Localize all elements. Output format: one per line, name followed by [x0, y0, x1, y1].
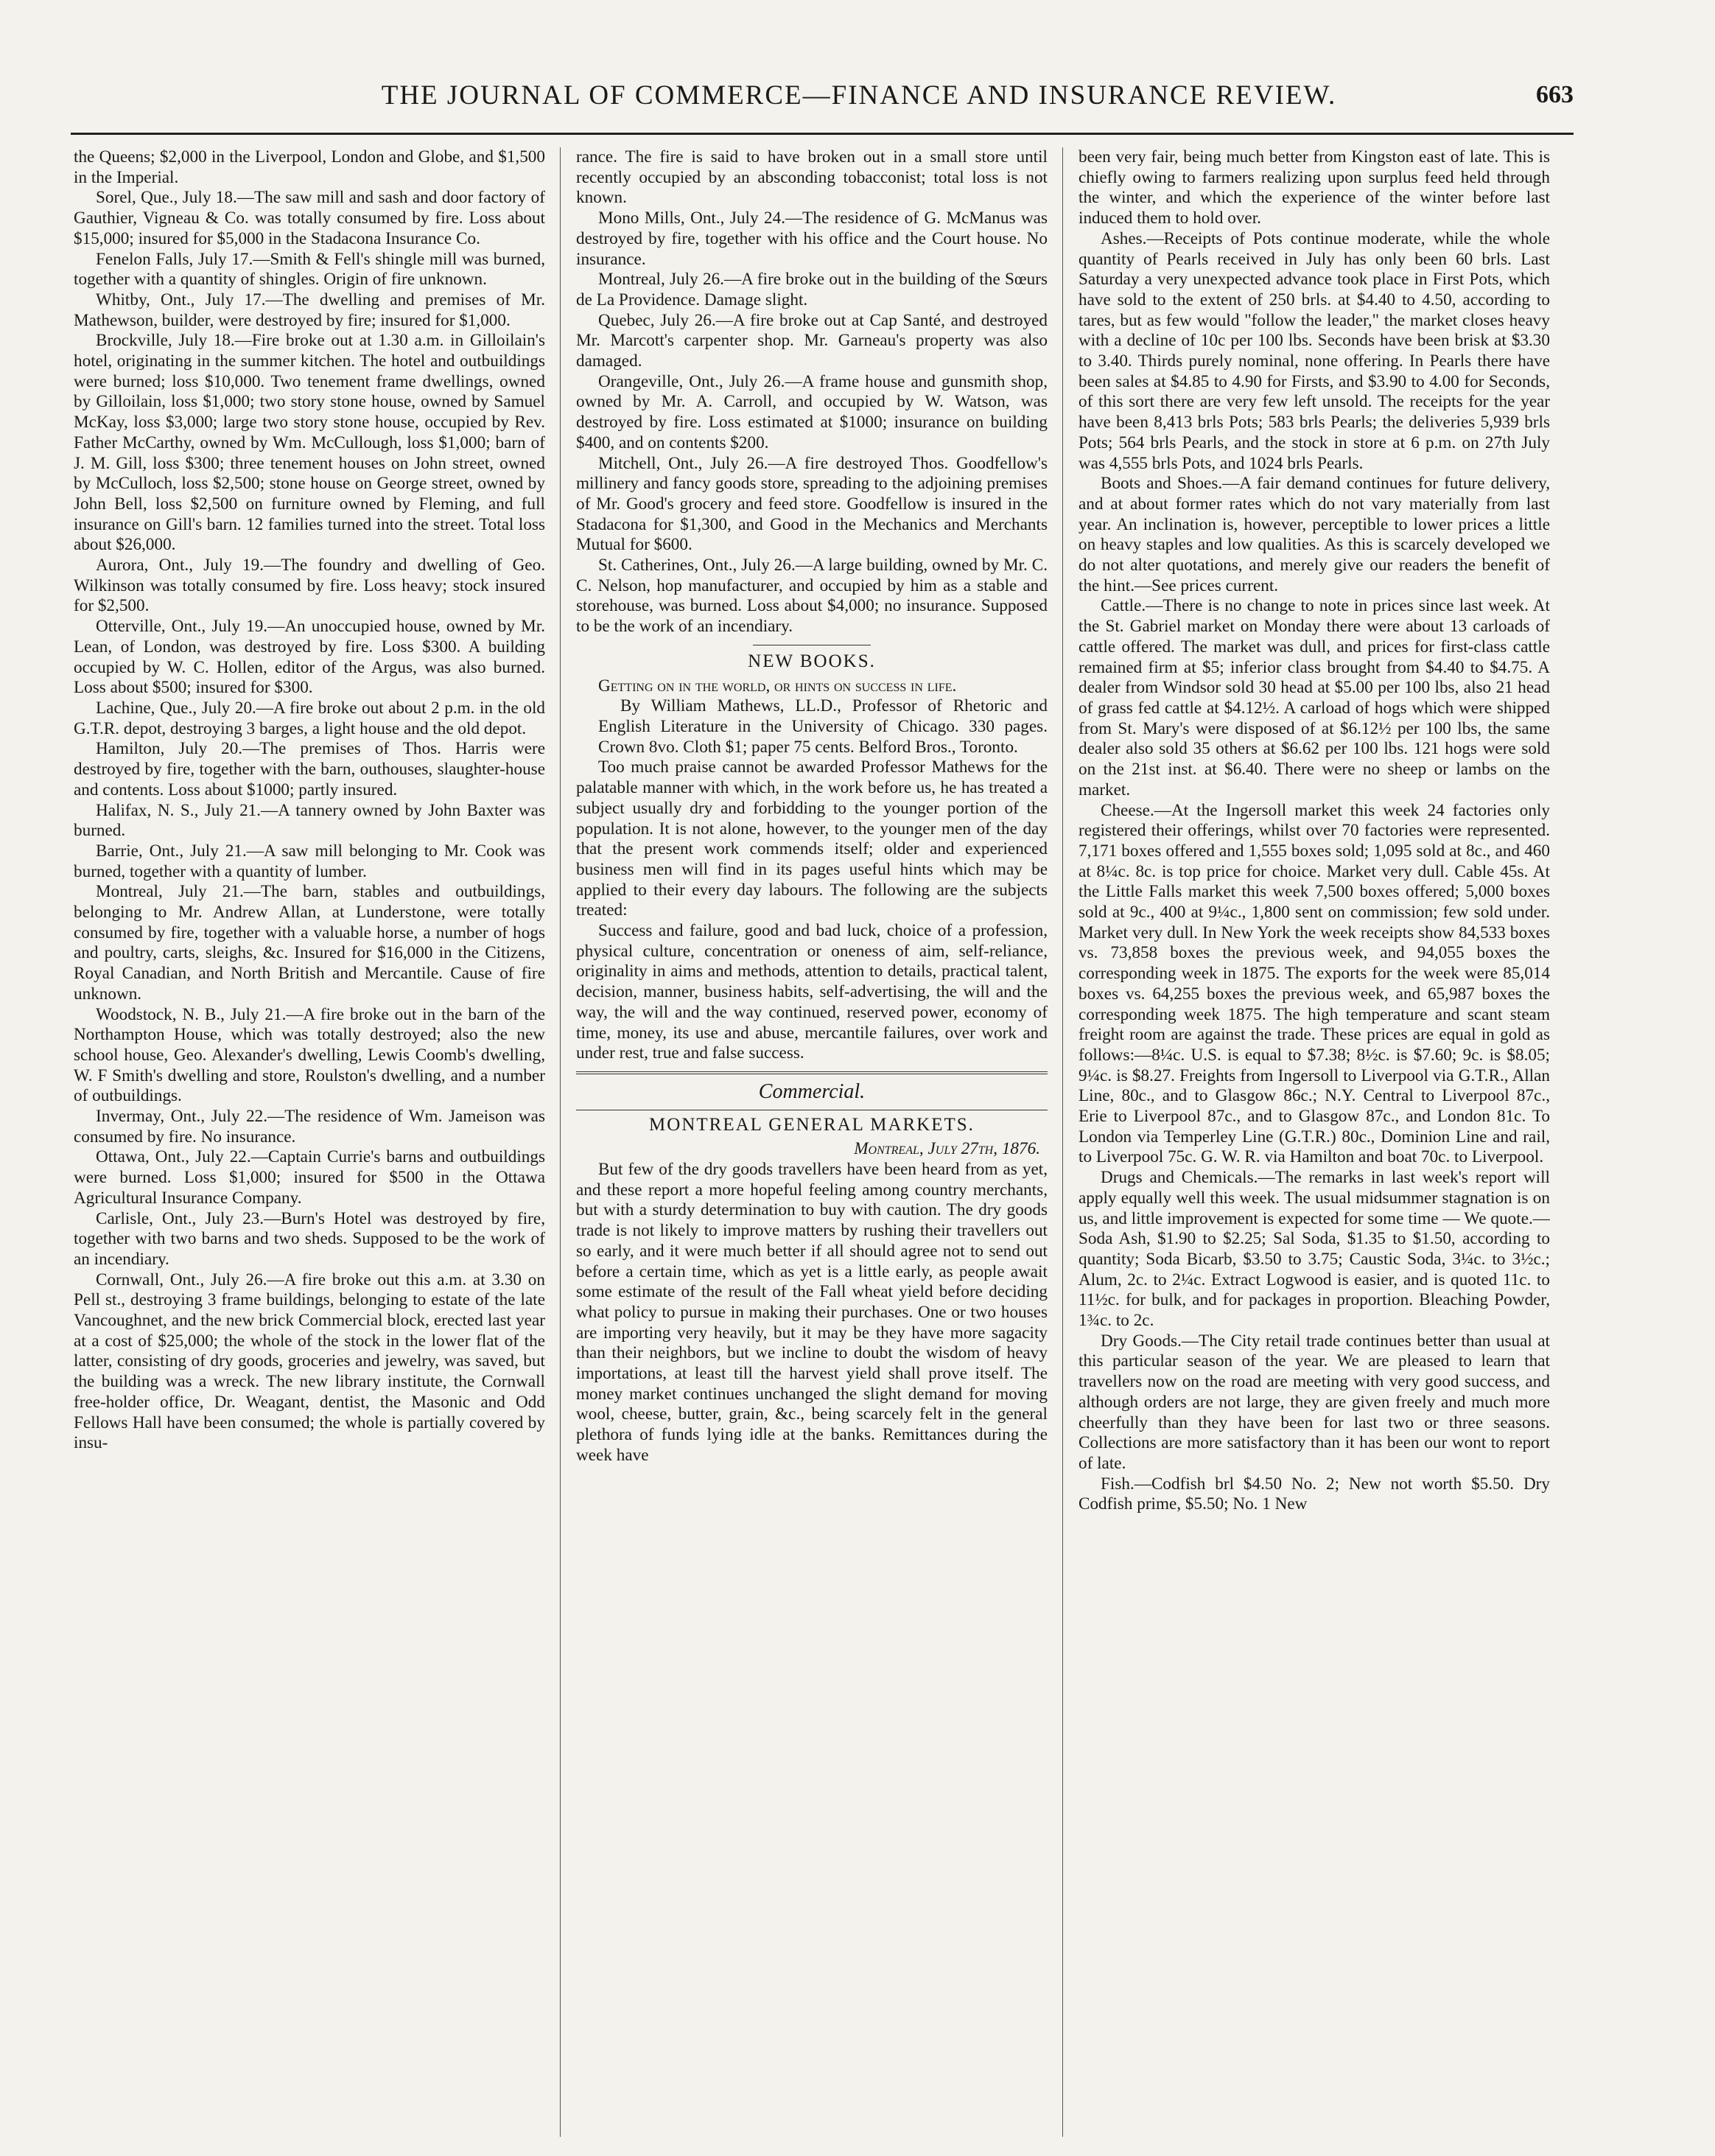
fire-report: Montreal, July 26.—A fire broke out in the building of the Sœurs de La Providence. Damage slight. — [576, 270, 1048, 309]
fire-report: Barrie, Ont., July 21.—A saw mill belonging to Mr. Cook was burned, together with a quantity of lumber. — [74, 841, 545, 881]
fire-report: Mono Mills, Ont., July 24.—The residence of G. McManus was destroyed by fire, together with his office and the Court house. No insurance. — [576, 209, 1048, 269]
column-1 — [74, 147, 545, 2137]
page-number: 663 — [1536, 81, 1574, 108]
markets-heading: MONTREAL GENERAL MARKETS. — [649, 1114, 975, 1135]
fire-report: Lachine, Que., July 20.—A fire broke out about 2 p.m. in the old G.T.R. depot, destroying 3 barges, a light house and the old depot. — [74, 698, 545, 738]
fire-report: Sorel, Que., July 18.—The saw mill and sash and door factory of Gauthier, Vigneau & Co. was totally consumed by fire. Loss about $15,000; insured for $5,000 in the Stadacona Insurance Co. — [74, 188, 545, 248]
market-report-ashes: Ashes.—Receipts of Pots continue moderate, while the whole quantity of Pearls received in July has only been 60 brls. Last Saturday a very unexpected advance took place in First Pots, which have sold to the extent of 250 brls. at $4.40 to 4.50, according to tares, but as few would "follow the leader," the market closes heavy with a decline of 10c per 100 lbs. Seconds have been brisk at $3.30 to 3.40. Thirds purely nominal, none offering. In Pearls there have been sales at $4.85 to 4.90 for Firsts, and $3.90 to 4.00 for Seconds, of this sort there are very few left unsold. The receipts for the year have been 8,413 brls Pots; 583 brls Pearls; the deliveries 5,939 brls Pots; 564 brls Pearls, and the stock in store at 6 p.m. on 27th July was 4,555 brls Pots, and 1024 brls Pearls. — [1079, 228, 1550, 473]
fire-report: rance. The fire is said to have broken out in a small store until recently occupied by an absconding tobacconist; total loss is not known. — [576, 147, 1048, 208]
fire-report: Montreal, July 21.—The barn, stables and outbuildings, belonging to Mr. Andrew Allan, at Lunderstone, were totally consumed by fire, together with a valuable horse, a number of hogs and poultry, carts, sleighs, &c. Insured for $16,000 in the Citizens, Royal Canadian, and North British and Mercantile. Cause of fire unknown. — [74, 882, 545, 1004]
fire-report: Cornwall, Ont., July 26.—A fire broke out this a.m. at 3.30 on Pell st., destroying 3 frame buildings, belonging to estate of the late Vancoughnet, and the new brick Commercial block, erected last year at a cost of $25,000; the whole of the stock in the lower flat of the latter, consisting of dry goods, groceries and jewelry, was saved, but the building was a wreck. The new library institute, the Cornwall free-holder office, Dr. Weagant, dentist, the Masonic and Odd Fellows Hall have been consumed; the whole is partially covered by insu- — [74, 1270, 545, 1453]
column-divider — [1062, 147, 1063, 2137]
book-details: By William Mathews, LL.D., Professor of Rhetoric and English Literature in the University of Chicago. 330 pages. Crown 8vo. Cloth $1; paper 75 cents. Belford Bros., Toronto. — [598, 696, 1048, 757]
fire-report: Aurora, Ont., July 19.—The foundry and dwelling of Geo. Wilkinson was totally consumed by fire. Loss heavy; stock insured for $2,500. — [74, 556, 545, 616]
section-double-rule — [576, 1071, 1048, 1074]
fire-report: Halifax, N. S., July 21.—A tannery owned by John Baxter was burned. — [74, 800, 545, 841]
book-review: Success and failure, good and bad luck, choice of a profession, physical culture, concentration or oneness of aim, self-reliance, originality in aims and methods, attention to details, practical talent, decision, manner, business habits, self-advertising, the will and the way, the will and the way continued, reserved power, economy of time, money, its use and abuse, mercantile failures, over work and under rest, true and false success. — [576, 921, 1048, 1063]
fire-report: Fenelon Falls, July 17.—Smith & Fell's shingle mill was burned, together with a quantity of shingles. Origin of fire unknown. — [74, 249, 545, 290]
markets-intro: But few of the dry goods travellers have been heard from as yet, and these report a more hopeful feeling among country merchants, but with a sturdy determination to buy with caution. The dry goods trade is not likely to improve matters by rushing their travellers out so early, and it were much better if all should agree not to send out before a certain time, which as yet is a little early, as people await some estimate of the result of the Fall wheat yield before deciding what policy to pursue in making their purchases. One or two houses are importing very heavily, but it may be they have more sagacity than their neighbors, but we incline to doubt the wisdom of heavy importations, at least till the harvest yield shall prove itself. The money market continues unchanged the slight demand for moving wool, cheese, butter, grain, &c., being scarcely felt in the general plethora of funds lying idle at the banks. Remittances during the week have — [576, 1160, 1048, 1465]
new-books-heading: NEW BOOKS. — [748, 651, 876, 671]
market-report-boots-and-shoes: Boots and Shoes.—A fair demand continues for future delivery, and at about former rates which do not vary materially from last year. An inclination is, however, perceptible to lower prices a little on heavy staples and low qualities. As this is scarcely developed we do not alter quotations, and merely give our readers the benefit of the hint.—See prices current. — [1079, 474, 1550, 595]
fire-report: the Queens; $2,000 in the Liverpool, London and Globe, and $1,500 in the Imperial. — [74, 147, 545, 187]
column-3 — [1079, 147, 1550, 2137]
market-report-cattle: Cattle.—There is no change to note in prices since last week. At the St. Gabriel market on Monday there were about 13 carloads of cattle offered. The market was dull, and prices for first-class cattle remained firm at $5; inferior class brought from $4.40 to $4.75. A dealer from Windsor sold 30 head at $5.00 per 100 lbs, also 21 head of grass fed cattle at $4.12½. A carload of hogs which were shipped from St. Mary's were disposed of at $6.12½ per 100 lbs, the same dealer also sold 35 others at $6.62 per 100 lbs. 121 hogs were sold on the 21st inst. at $6.40. There were no sheep or lambs on the market. — [1079, 596, 1550, 799]
fire-report: Carlisle, Ont., July 23.—Burn's Hotel was destroyed by fire, together with two barns and two sheds. Supposed to be the work of an incendiary. — [74, 1208, 545, 1269]
fire-report: Woodstock, N. B., July 21.—A fire broke out in the barn of the Northampton House, which was totally destroyed; also the new school house, Geo. Alexander's dwelling, Lewis Coomb's dwelling, W. F Smith's dwelling and store, Roulston's dwelling, and a number of outbuildings. — [74, 1004, 545, 1106]
column-2 — [576, 147, 1048, 2137]
fire-report: Mitchell, Ont., July 26.—A fire destroyed Thos. Goodfellow's millinery and fancy goods store, spreading to the adjoining premises of Mr. Good's grocery and feed store. Goodfellow is insured in the Stadacona for $1,300, and Good in the Mechanics and Merchants Mutual for $600. — [576, 453, 1048, 555]
fire-report: Whitby, Ont., July 17.—The dwelling and premises of Mr. Mathewson, builder, were destroyed by fire; insured for $1,000. — [74, 290, 545, 330]
header-rule — [71, 133, 1574, 135]
fire-report: Hamilton, July 20.—The premises of Thos. Harris were destroyed by fire, together with the barn, outhouses, slaughter-house and contents. Loss about $1000; partly insured. — [74, 739, 545, 799]
fire-report: St. Catherines, Ont., July 26.—A large building, owned by Mr. C. C. Nelson, hop manufacturer, and occupied by him as a stable and storehouse, was burned. Loss about $4,000; no insurance. Supposed to be the work of an incendiary. — [576, 556, 1048, 637]
book-title: Getting on in the world, or hints on success in life. — [598, 676, 957, 696]
fire-report: Otterville, Ont., July 19.—An unoccupied house, owned by Mr. Lean, of London, was destroyed by fire. Loss $300. A building occupied by W. C. Hollen, editor of the Argus, was also burned. Loss about $500; insured for $300. — [74, 617, 545, 698]
column-divider — [560, 147, 561, 2137]
market-report-drugs: Drugs and Chemicals.—The remarks in last week's report will apply equally well this week. The usual midsummer stagnation is on us, and little improvement is expected for some time — We quote.—Soda Ash, $1.90 to $2.25; Sal Soda, $1.35 to $1.50, according to quantity; Soda Bicarb, $3.50 to 3.75; Caustic Soda, 3¼c. to 3½c.; Alum, 2c. to 2¼c. Extract Logwood is easier, and is quoted 11c. to 11½c. for bulk, and for packages in proportion. Bleaching Powder, 1¾c. to 2c. — [1079, 1168, 1550, 1331]
dateline: Montreal, July 27th, 1876. — [854, 1139, 1040, 1159]
fire-report: Quebec, July 26.—A fire broke out at Cap Santé, and destroyed Mr. Marcott's carpenter shop. Mr. Garneau's property was also damaged. — [576, 310, 1048, 371]
commercial-heading: Commercial. — [758, 1079, 866, 1103]
market-report-cheese: Cheese.—At the Ingersoll market this week 24 factories only registered their offerings, whilst over 70 factories were represented. 7,171 boxes offered and 1,555 boxes sold; 1,095 sold at 8c., and 460 at 8¼c. 8c. is top price for choice. Market very dull. Cable 45s. At the Little Falls market this week 7,500 boxes offered; 5,000 boxes sold at 9c., 400 at 9¼c., 1,800 sent on commission; few sold under. Market very dull. In New York the week receipts show 84,533 boxes vs. 73,858 boxes the previous week, and 94,055 boxes the corresponding week in 1875. The exports for the week were 85,014 boxes vs. 64,255 boxes the previous week, and 65,987 boxes the corresponding week 1875. The high temperature and scant steam freight room are against the trade. These prices are equal in gold as follows:—8¼c. U.S. is equal to $7.38; 8½c. is $7.60; 9c. is $8.05; 9¼c. is $8.27. Freights from Ingersoll to Liverpool via G.T.R., Allan Line, 80c., and to Glasgow 86c.; N.Y. Central to Liverpool 87c., Erie to Liverpool 87c., and to Glasgow 87c., and London 81c. To London via Temperley Line (G.T.R.) 80c., Dominion Line and rail, to Liverpool 75c. G. W. R. via Hamilton and boat 70c. to Liverpool. — [1079, 800, 1550, 1167]
fire-report: Invermay, Ont., July 22.—The residence of Wm. Jameison was consumed by fire. No insurance. — [74, 1107, 545, 1147]
running-head — [71, 80, 1574, 116]
fire-report: Orangeville, Ont., July 26.—A frame house and gunsmith shop, owned by Mr. A. Carroll, and occupied by W. Watson, was destroyed by fire. Loss estimated at $1000; insurance on building $400, and on contents $200. — [576, 371, 1048, 452]
book-review: Too much praise cannot be awarded Professor Mathews for the palatable manner with which, in the work before us, he has treated a subject usually dry and forbidding to the younger portion of the population. It is not alone, however, to the younger men of the day that the present work commends itself; older and experienced business men will find in its pages useful hints which may be applied to their every day labours. The following are the subjects treated: — [576, 757, 1048, 920]
running-title: THE JOURNAL OF COMMERCE—FINANCE AND INSURANCE REVIEW. — [381, 80, 1337, 111]
market-report: been very fair, being much better from Kingston east of late. This is chiefly owing to farmers realizing upon surplus feed held through the winter, and which the experience of the winter before last induced them to hold over. — [1079, 147, 1550, 228]
fire-report: Ottawa, Ont., July 22.—Captain Currie's barns and outbuildings were burned. Loss $1,000; insured for $500 in the Ottawa Agricultural Insurance Company. — [74, 1147, 545, 1208]
market-report-fish: Fish.—Codfish brl $4.50 No. 2; New not worth $5.50. Dry Codfish prime, $5.50; No. 1 New — [1079, 1474, 1550, 1514]
fire-report: Brockville, July 18.—Fire broke out at 1.30 a.m. in Gilloilain's hotel, originating in the summer kitchen. The hotel and outbuildings were burned; loss $10,000. Two tenement frame dwellings, owned by Gilloilain, loss $1,000; two story stone house, owned by Samuel McKay, loss $3,000; large two story stone house, occupied by Rev. Father McCarthy, owned by Wm. McCullough, loss $1,000; barn of J. M. Gill, loss $300; three tenement houses on John street, owned by McCulloch, loss $2,500; stone house on George street, owned by John Bell, loss $2,500 on furniture owned by Fleming, and full insurance on Gill's barn. 12 families turned into the street. Total loss about $26,000. — [74, 331, 545, 555]
market-report-dry-goods: Dry Goods.—The City retail trade continues better than usual at this particular season of the year. We are pleased to learn that travellers now on the road are meeting with very good success, and although orders are not large, they are given freely and much more cheerfully than they have been for last two or three seasons. Collections are more satisfactory than it has been our wont to report of late. — [1079, 1331, 1550, 1473]
